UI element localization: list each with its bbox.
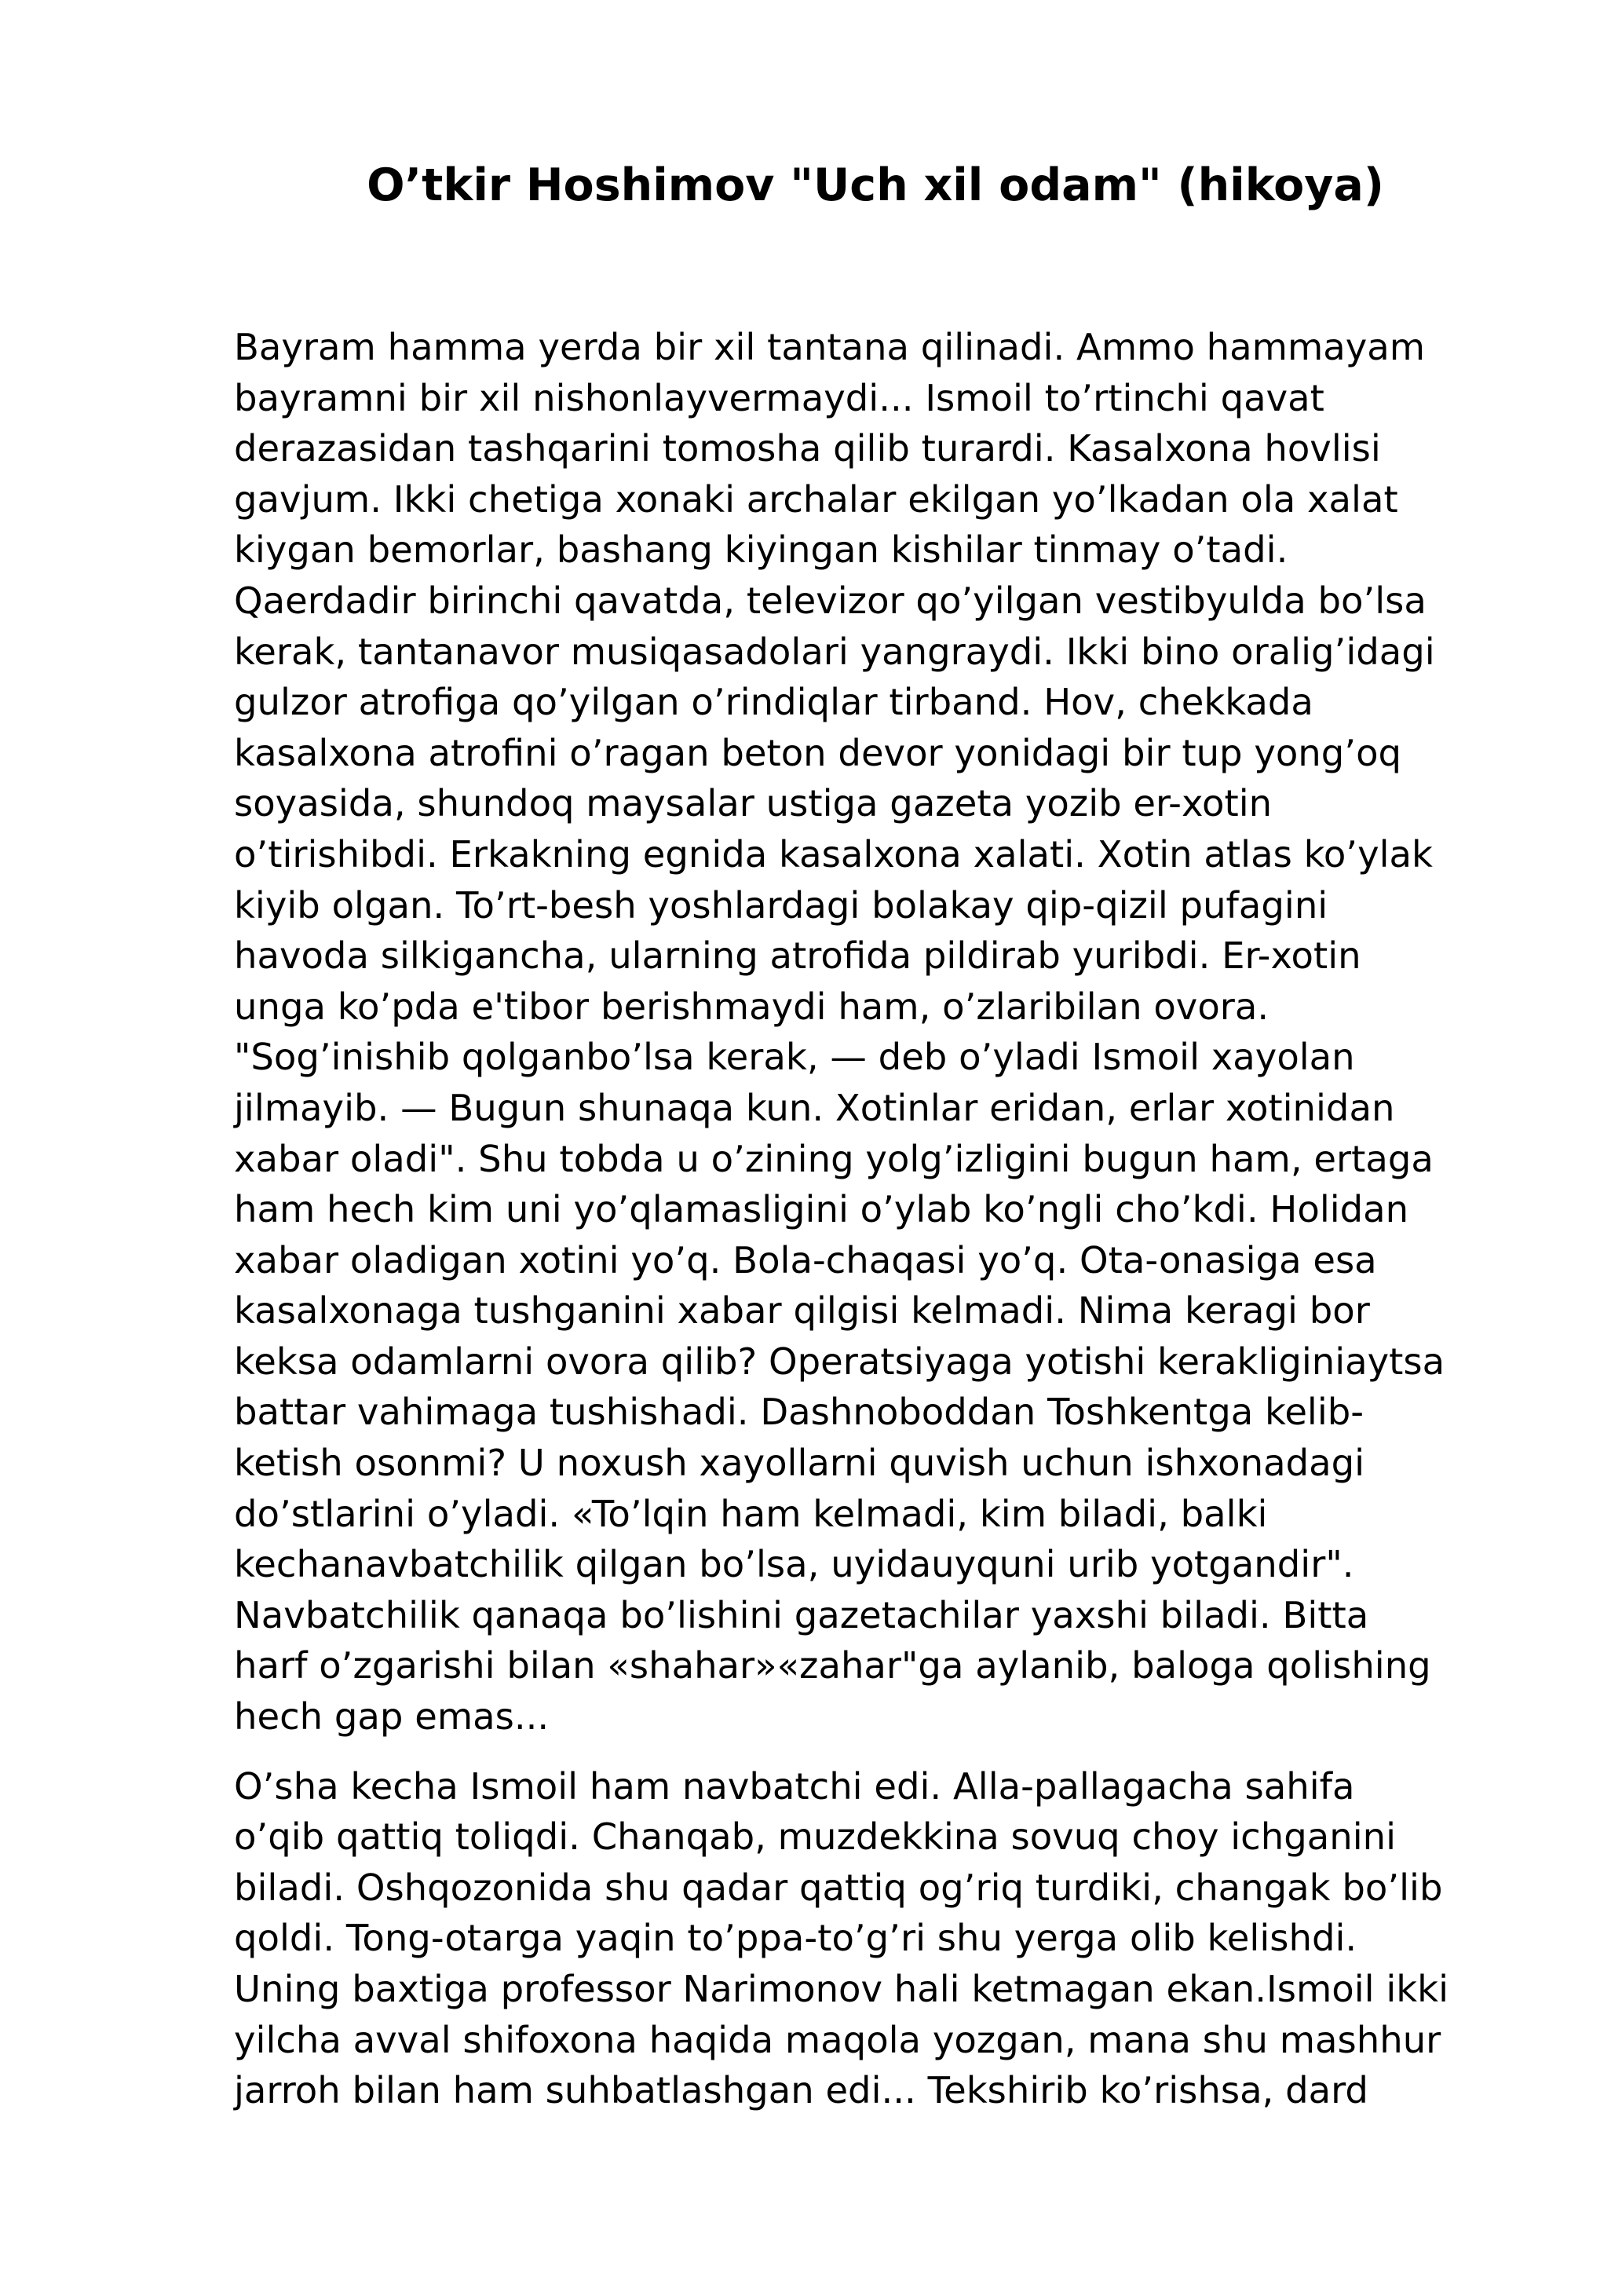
text-line: o’qib qattiq toliqdi. Chanqab, muzdekkina sovuq choy ichganini bbox=[234, 1815, 1397, 1859]
text-line: kiyib olgan. To’rt-besh yoshlardagi bolakay qip-qizil pufagini bbox=[234, 883, 1328, 927]
text-line: Bayram hamma yerda bir xil tantana qilinadi. Ammo hammayam bbox=[234, 326, 1426, 368]
text-line: bayramni bir xil nishonlayvermaydi... Ismoil to’rtinchi qavat bbox=[234, 376, 1324, 419]
document-title: O’tkir Hoshimov "Uch xil odam" (hikoya) bbox=[367, 159, 1384, 211]
text-line: kasalxona atrofini o’ragan beton devor yonidagi bir tup yong’oq bbox=[234, 731, 1402, 774]
text-line: Navbatchilik qanaqa bo’lishini gazetachilar yaxshi biladi. Bitta bbox=[234, 1593, 1369, 1636]
text-line: jilmayib. — Bugun shunaqa kun. Xotinlar eridan, erlar xotinidan bbox=[234, 1086, 1395, 1129]
text-line: Uning baxtiga professor Narimonov hali ketmagan ekan.Ismoil ikki bbox=[234, 1968, 1449, 2010]
text-line: qoldi. Tong-otarga yaqin to’ppa-to’g’ri shu yerga olib kelishdi. bbox=[234, 1917, 1357, 1960]
paragraph bbox=[234, 1761, 1537, 2116]
text-line: o’tirishibdi. Erkakning egnida kasalxona xalati. Xotin atlas ko’ylak bbox=[234, 832, 1433, 876]
text-line: unga ko’pda e'tibor berishmaydi ham, o’zlaribilan ovora. bbox=[234, 985, 1269, 1028]
text-line: xabar oladi". Shu tobda u o’zining yolg’izligini bugun ham, ertaga bbox=[234, 1137, 1434, 1180]
text-line: kiygan bemorlar, bashang kiyingan kishilar tinmay o’tadi. bbox=[234, 528, 1288, 572]
text-line: soyasida, shundoq maysalar ustiga gazeta yozib er-xotin bbox=[234, 782, 1273, 825]
text-line: kasalxonaga tushganini xabar qilgisi kelmadi. Nima keragi bor bbox=[234, 1289, 1370, 1333]
text-line: gulzor atrofiga qo’yilgan o’rindiqlar tirband. Hov, chekkada bbox=[234, 681, 1313, 724]
text-line: gavjum. Ikki chetiga xonaki archalar ekilgan yo’lkadan ola xalat bbox=[234, 477, 1398, 521]
text-line: do’stlarini o’yladi. «To’lqin ham kelmadi, kim biladi, balki bbox=[234, 1492, 1268, 1535]
text-line: kerak, tantanavor musiqasadolari yangraydi. Ikki bino oralig’idagi bbox=[234, 630, 1435, 673]
text-line: biladi. Oshqozonida shu qadar qattiq og’riq turdiki, changak bo’lib bbox=[234, 1866, 1443, 1909]
text-line: harf o’zgarishi bilan «shahar»«zahar"ga aylanib, baloga qolishing bbox=[234, 1644, 1431, 1687]
text-line: battar vahimaga tushishadi. Dashnoboddan Toshkentga kelib- bbox=[234, 1391, 1364, 1434]
text-line: derazasidan tashqarini tomosha qilib turardi. Kasalxona hovlisi bbox=[234, 427, 1381, 470]
document-body bbox=[234, 322, 1537, 2116]
text-line: jarroh bilan ham suhbatlashgan edi... Tekshirib ko’rishsa, dard bbox=[234, 2069, 1368, 2112]
text-line: "Sog’inishib qolganbo’lsa kerak, — deb o’yladi Ismoil xayolan bbox=[234, 1036, 1355, 1079]
text-line: ham hech kim uni yo’qlamasligini o’ylab ko’ngli cho’kdi. Holidan bbox=[234, 1188, 1409, 1231]
text-line: hech gap emas... bbox=[234, 1695, 550, 1738]
text-line: keksa odamlarni ovora qilib? Operatsiyaga yotishi kerakliginiaytsa bbox=[234, 1340, 1445, 1383]
text-line: kechanavbatchilik qilgan bo’lsa, uyidauyquni urib yotgandir". bbox=[234, 1543, 1354, 1586]
text-line: Qaerdadir birinchi qavatda, televizor qo’yilgan vestibyulda bo’lsa bbox=[234, 579, 1427, 622]
text-line: havoda silkigancha, ularning atrofida pildirab yuribdi. Er-xotin bbox=[234, 934, 1361, 978]
text-line: O’sha kecha Ismoil ham navbatchi edi. Alla-pallagacha sahifa bbox=[234, 1764, 1355, 1808]
text-line: yilcha avval shifoxona haqida maqola yozgan, mana shu mashhur bbox=[234, 2018, 1441, 2061]
text-line: ketish osonmi? U noxush xayollarni quvish uchun ishxonadagi bbox=[234, 1442, 1365, 1485]
paragraph bbox=[234, 322, 1537, 1742]
text-line: xabar oladigan xotini yo’q. Bola-chaqasi yo’q. Ota-onasiga esa bbox=[234, 1238, 1377, 1281]
